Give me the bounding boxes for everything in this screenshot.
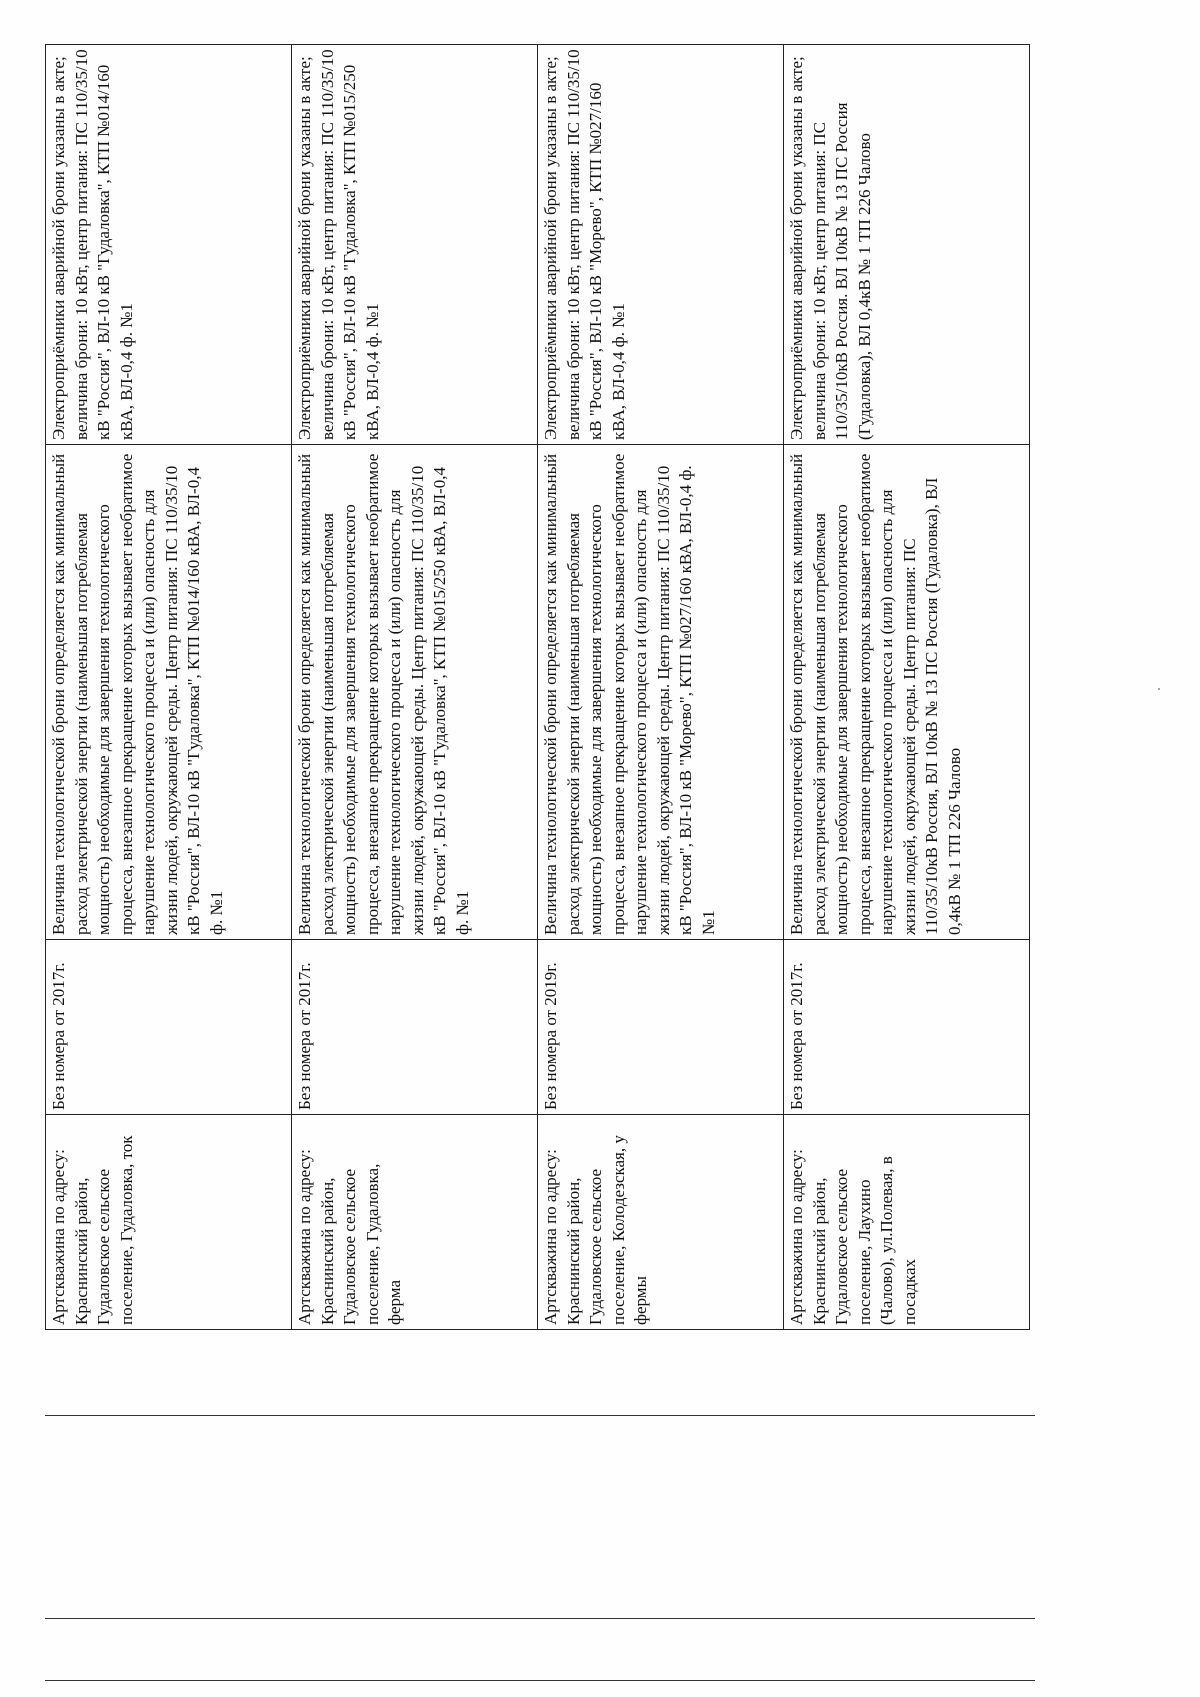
horizontal-rule [45, 1618, 1035, 1619]
emergency-reserve-cell: Электроприёмники аварийной брони указаны в акте; величина брони: 10 кВт, центр питания: ПС 110/35/10кВ Россия. ВЛ 10кВ № 13 ПС Россия (Гудаловка), ВЛ 0,4кВ № 1 ТП 226 Чалово [784, 45, 1030, 445]
address-cell: Артскважина по адресу: Краснинский район, Гудаловское сельское поселение, Гудаловка, ферма [292, 1115, 538, 1330]
address-cell: Артскважина по адресу: Краснинский район, Гудаловское сельское поселение, Лаухино (Чалово), ул.Полевая, в посадках [784, 1115, 1030, 1330]
rotated-table-wrapper [45, 45, 1030, 1330]
act-cell: Без номера от 2017г. [46, 940, 292, 1115]
emergency-reserve-cell: Электроприёмники аварийной брони указаны в акте; величина брони: 10 кВт, центр питания: ПС 110/35/10 кВ "Россия", ВЛ-10 кВ "Гудаловка", КТП №014/160 кВА, ВЛ-0,4 ф. №1 [46, 45, 292, 445]
emergency-reserve-cell: Электроприёмники аварийной брони указаны в акте; величина брони: 10 кВт, центр питания: ПС 110/35/10 кВ "Россия", ВЛ-10 кВ "Морево", КТП №027/160 кВА, ВЛ-0,4 ф. №1 [538, 45, 784, 445]
reserve-table [45, 44, 1030, 1330]
scan-speck [1158, 688, 1160, 690]
act-cell: Без номера от 2017г. [784, 940, 1030, 1115]
act-cell: Без номера от 2019г. [538, 940, 784, 1115]
table-row [538, 45, 784, 1330]
table-row [784, 45, 1030, 1330]
rotated-table-frame [45, 45, 1030, 1330]
tech-reserve-cell: Величина технологической брони определяется как минимальный расход электрической энергии (наименьшая потребляемая мощность) необходимые для завершения технологического процесса, внезапное прекращение которых вызывает необратимое нарушение технологического процесса и (или) опасность для жизни людей, окружающей среды. Центр питания: ПС 110/35/10 кВ "Россия", ВЛ-10 кВ "Гудаловка", КТП №015/250 кВА, ВЛ-0,4 ф. №1 [292, 445, 538, 940]
tech-reserve-cell: Величина технологической брони определяется как минимальный расход электрической энергии (наименьшая потребляемая мощность) необходимые для завершения технологического процесса, внезапное прекращение которых вызывает необратимое нарушение технологического процесса и (или) опасность для жизни людей, окружающей среды. Центр питания: ПС 110/35/10 кВ "Россия", ВЛ-10 кВ "Морево", КТП №027/160 кВА, ВЛ-0,4 ф. №1 [538, 445, 784, 940]
tech-reserve-cell: Величина технологической брони определяется как минимальный расход электрической энергии (наименьшая потребляемая мощность) необходимые для завершения технологического процесса, внезапное прекращение которых вызывает необратимое нарушение технологического процесса и (или) опасность для жизни людей, окружающей среды. Центр питания: ПС 110/35/10кВ Россия, ВЛ 10кВ № 13 ПС Россия (Гудаловка), ВЛ 0,4кВ № 1 ТП 226 Чалово [784, 445, 1030, 940]
horizontal-rule [45, 1415, 1035, 1416]
emergency-reserve-cell: Электроприёмники аварийной брони указаны в акте; величина брони: 10 кВт, центр питания: ПС 110/35/10 кВ "Россия", ВЛ-10 кВ "Гудаловка", КТП №015/250 кВА, ВЛ-0,4 ф. №1 [292, 45, 538, 445]
tech-reserve-cell: Величина технологической брони определяется как минимальный расход электрической энергии (наименьшая потребляемая мощность) необходимые для завершения технологического процесса, внезапное прекращение которых вызывает необратимое нарушение технологического процесса и (или) опасность для жизни людей, окружающей среды. Центр питания: ПС 110/35/10 кВ "Россия", ВЛ-10 кВ "Гудаловка", КТП №014/160 кВА, ВЛ-0,4 ф. №1 [46, 445, 292, 940]
table-row [292, 45, 538, 1330]
table-row [46, 45, 292, 1330]
address-cell: Артскважина по адресу: Краснинский район, Гудаловское сельское поселение, Колодезская, у фермы [538, 1115, 784, 1330]
act-cell: Без номера от 2017г. [292, 940, 538, 1115]
address-cell: Артскважина по адресу: Краснинский район, Гудаловское сельское поселение, Гудаловка, ток [46, 1115, 292, 1330]
horizontal-rule [45, 1680, 1035, 1681]
